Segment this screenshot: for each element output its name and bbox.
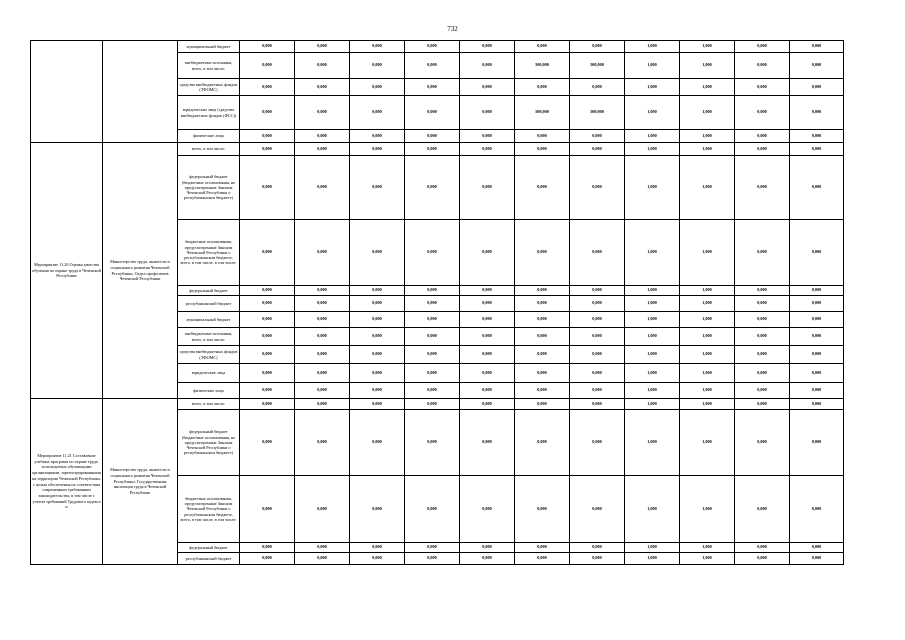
value-cell: 0,000: [570, 296, 625, 312]
value-cell: 0,000: [460, 286, 515, 296]
executor-cell: [103, 41, 178, 143]
value-cell: 1,000: [625, 296, 680, 312]
value-cell: 500,000: [570, 53, 625, 79]
value-cell: 1,000: [625, 220, 680, 286]
value-cell: 0,000: [295, 553, 350, 565]
value-cell: 0,000: [350, 553, 405, 565]
value-cell: 0,000: [515, 399, 570, 410]
value-cell: 0,000: [570, 399, 625, 410]
value-cell: 0,000: [515, 143, 570, 156]
value-cell: 0,000: [295, 79, 350, 96]
value-cell: 0,000: [515, 130, 570, 143]
value-cell: 0,000: [405, 220, 460, 286]
value-cell: 0,000: [405, 328, 460, 346]
value-cell: 0,000: [405, 399, 460, 410]
value-cell: 0,000: [460, 79, 515, 96]
value-cell: 0,000: [295, 328, 350, 346]
value-cell: 0,000: [790, 476, 844, 543]
value-cell: 1,000: [680, 130, 735, 143]
value-cell: 0,000: [460, 296, 515, 312]
value-cell: 0,000: [570, 328, 625, 346]
value-cell: 1,000: [625, 476, 680, 543]
value-cell: 1,000: [680, 328, 735, 346]
value-cell: 0,000: [295, 41, 350, 53]
value-cell: 0,000: [790, 53, 844, 79]
value-cell: 0,000: [350, 143, 405, 156]
value-cell: 0,000: [735, 220, 790, 286]
value-cell: 0,000: [405, 312, 460, 328]
value-cell: 1,000: [680, 410, 735, 476]
value-cell: 0,000: [515, 296, 570, 312]
value-cell: 0,000: [350, 399, 405, 410]
value-cell: 0,000: [240, 364, 295, 383]
value-cell: 0,000: [570, 130, 625, 143]
value-cell: 0,000: [350, 328, 405, 346]
value-cell: 0,000: [295, 220, 350, 286]
value-cell: 0,000: [240, 130, 295, 143]
value-cell: 0,000: [460, 399, 515, 410]
value-cell: 0,000: [240, 399, 295, 410]
value-cell: 0,000: [240, 553, 295, 565]
value-cell: 0,000: [295, 312, 350, 328]
value-cell: 0,000: [735, 328, 790, 346]
value-cell: 0,000: [790, 41, 844, 53]
value-cell: 0,000: [350, 79, 405, 96]
value-cell: 1,000: [680, 553, 735, 565]
value-cell: 0,000: [790, 312, 844, 328]
value-cell: 0,000: [460, 346, 515, 364]
value-cell: 0,000: [295, 156, 350, 220]
value-cell: 0,000: [790, 399, 844, 410]
executor-cell: Министерство труда, занятости и социального развития Чеченской Республики, Государственная инспекция труда в Чеченской Республике: [103, 399, 178, 565]
value-cell: 0,000: [405, 53, 460, 79]
value-cell: 500,000: [515, 53, 570, 79]
value-cell: 0,000: [405, 286, 460, 296]
value-cell: 0,000: [240, 410, 295, 476]
value-cell: 0,000: [735, 53, 790, 79]
funding-source-label: всего, в том числе:: [178, 143, 240, 156]
value-cell: 0,000: [350, 41, 405, 53]
value-cell: 1,000: [680, 312, 735, 328]
value-cell: 0,000: [790, 553, 844, 565]
value-cell: 0,000: [570, 79, 625, 96]
value-cell: 0,000: [790, 220, 844, 286]
value-cell: 0,000: [570, 143, 625, 156]
value-cell: 0,000: [350, 543, 405, 553]
table-row: [31, 399, 844, 410]
value-cell: 0,000: [405, 476, 460, 543]
value-cell: 0,000: [570, 312, 625, 328]
funding-source-label: средства внебюджетных фондов (ТФОМС): [178, 79, 240, 96]
value-cell: 1,000: [680, 143, 735, 156]
value-cell: 0,000: [790, 156, 844, 220]
value-cell: 0,000: [240, 543, 295, 553]
measure-cell: Мероприятие 11.21 Составление учебных программ по охране труда, используемых обучающими организациями, зарегистрированными на территории Чеченской Республики, с целью обеспечения их соответствия современным требованиям законодательства, в том числе с учетом требований Трудового кодекса и: [31, 399, 103, 565]
value-cell: 0,000: [405, 296, 460, 312]
value-cell: 0,000: [515, 220, 570, 286]
value-cell: 0,000: [570, 364, 625, 383]
funding-source-label: федеральный бюджет (бюджетные ассигнования, не предусмотренные Законом Чеченской Республики о республиканском бюджете): [178, 410, 240, 476]
value-cell: 0,000: [570, 220, 625, 286]
value-cell: 0,000: [240, 312, 295, 328]
value-cell: 0,000: [405, 130, 460, 143]
value-cell: 0,000: [295, 410, 350, 476]
value-cell: 0,000: [295, 476, 350, 543]
value-cell: 0,000: [735, 312, 790, 328]
value-cell: 500,000: [570, 96, 625, 130]
value-cell: 0,000: [570, 410, 625, 476]
value-cell: 0,000: [350, 476, 405, 543]
value-cell: 0,000: [460, 410, 515, 476]
funding-source-label: муниципальный бюджет: [178, 41, 240, 53]
value-cell: 0,000: [570, 553, 625, 565]
value-cell: 0,000: [790, 364, 844, 383]
value-cell: 0,000: [570, 383, 625, 399]
value-cell: 0,000: [240, 156, 295, 220]
value-cell: 1,000: [625, 41, 680, 53]
value-cell: 1,000: [625, 328, 680, 346]
value-cell: 1,000: [625, 383, 680, 399]
value-cell: 0,000: [405, 543, 460, 553]
value-cell: 0,000: [735, 130, 790, 143]
value-cell: 1,000: [625, 286, 680, 296]
value-cell: 0,000: [405, 156, 460, 220]
value-cell: 0,000: [460, 156, 515, 220]
value-cell: 0,000: [460, 476, 515, 543]
value-cell: 0,000: [570, 476, 625, 543]
value-cell: 1,000: [625, 143, 680, 156]
value-cell: 0,000: [735, 346, 790, 364]
value-cell: 0,000: [515, 553, 570, 565]
value-cell: 0,000: [350, 312, 405, 328]
value-cell: 0,000: [460, 130, 515, 143]
value-cell: 1,000: [680, 383, 735, 399]
value-cell: 0,000: [790, 96, 844, 130]
value-cell: 0,000: [790, 543, 844, 553]
value-cell: 0,000: [790, 296, 844, 312]
value-cell: 0,000: [735, 143, 790, 156]
value-cell: 0,000: [735, 364, 790, 383]
value-cell: 1,000: [680, 346, 735, 364]
value-cell: 0,000: [295, 53, 350, 79]
value-cell: 0,000: [295, 130, 350, 143]
funding-source-label: федеральный бюджет: [178, 543, 240, 553]
value-cell: 0,000: [790, 79, 844, 96]
value-cell: 0,000: [460, 220, 515, 286]
funding-source-label: физические лица: [178, 383, 240, 399]
value-cell: 0,000: [405, 79, 460, 96]
value-cell: 0,000: [350, 410, 405, 476]
value-cell: 1,000: [625, 553, 680, 565]
value-cell: 0,000: [350, 96, 405, 130]
value-cell: 0,000: [405, 383, 460, 399]
value-cell: 0,000: [240, 96, 295, 130]
value-cell: 1,000: [625, 130, 680, 143]
value-cell: 0,000: [515, 41, 570, 53]
value-cell: 0,000: [295, 296, 350, 312]
executor-cell: Министерство труда, занятости и социального развития Чеченской Республики, Отдел профсоюзов Чеченской Республики: [103, 143, 178, 399]
value-cell: 0,000: [790, 410, 844, 476]
value-cell: 0,000: [735, 96, 790, 130]
funding-source-label: физические лица: [178, 130, 240, 143]
value-cell: 1,000: [680, 220, 735, 286]
value-cell: 0,000: [515, 312, 570, 328]
value-cell: 0,000: [460, 328, 515, 346]
value-cell: 1,000: [625, 156, 680, 220]
value-cell: 0,000: [570, 41, 625, 53]
funding-source-label: средства внебюджетных фондов (ТФОМС): [178, 346, 240, 364]
value-cell: 0,000: [350, 220, 405, 286]
value-cell: 0,000: [405, 41, 460, 53]
value-cell: 0,000: [405, 364, 460, 383]
measure-cell: [31, 41, 103, 143]
value-cell: 1,000: [680, 296, 735, 312]
value-cell: 0,000: [350, 130, 405, 143]
value-cell: 0,000: [460, 143, 515, 156]
value-cell: 0,000: [240, 328, 295, 346]
value-cell: 0,000: [405, 143, 460, 156]
value-cell: 0,000: [405, 346, 460, 364]
value-cell: 0,000: [240, 346, 295, 364]
value-cell: 1,000: [680, 79, 735, 96]
funding-source-label: всего, в том числе:: [178, 399, 240, 410]
value-cell: 0,000: [515, 383, 570, 399]
funding-source-label: бюджетные ассигнования, предусмотренные Законом Чеченской Республики о республиканском бюджете, всего, в том числе, в том числе:: [178, 476, 240, 543]
funding-source-label: республиканский бюджет: [178, 553, 240, 565]
budget-table: [30, 40, 844, 565]
funding-source-label: внебюджетные источники, всего, в том числе:: [178, 53, 240, 79]
value-cell: 0,000: [295, 286, 350, 296]
value-cell: 0,000: [790, 143, 844, 156]
measure-cell: Мероприятие 11.20 Оценка качества обучения по охране труда в Чеченской Республике: [31, 143, 103, 399]
value-cell: 0,000: [515, 410, 570, 476]
value-cell: 0,000: [350, 156, 405, 220]
value-cell: 0,000: [350, 296, 405, 312]
value-cell: 0,000: [405, 553, 460, 565]
value-cell: 0,000: [460, 41, 515, 53]
funding-source-label: юридические лица (средства внебюджетных фондов (ФСС)): [178, 96, 240, 130]
value-cell: 1,000: [680, 286, 735, 296]
value-cell: 1,000: [625, 96, 680, 130]
funding-source-label: юридические лица: [178, 364, 240, 383]
value-cell: 0,000: [570, 156, 625, 220]
value-cell: 0,000: [295, 96, 350, 130]
value-cell: 0,000: [735, 41, 790, 53]
value-cell: 0,000: [240, 296, 295, 312]
value-cell: 0,000: [570, 346, 625, 364]
value-cell: 0,000: [295, 346, 350, 364]
value-cell: 0,000: [240, 79, 295, 96]
funding-source-label: бюджетные ассигнования, предусмотренные Законом Чеченской Республики о республиканском бюджете, всего, в том числе, в том числе:: [178, 220, 240, 286]
value-cell: 0,000: [735, 476, 790, 543]
value-cell: 0,000: [735, 296, 790, 312]
value-cell: 0,000: [790, 383, 844, 399]
value-cell: 0,000: [735, 553, 790, 565]
value-cell: 0,000: [790, 346, 844, 364]
value-cell: 1,000: [680, 53, 735, 79]
funding-source-label: федеральный бюджет: [178, 286, 240, 296]
value-cell: 1,000: [680, 364, 735, 383]
value-cell: 0,000: [240, 286, 295, 296]
value-cell: 0,000: [735, 286, 790, 296]
value-cell: 0,000: [735, 410, 790, 476]
value-cell: 0,000: [790, 286, 844, 296]
value-cell: 0,000: [295, 383, 350, 399]
value-cell: 1,000: [680, 156, 735, 220]
value-cell: 0,000: [570, 286, 625, 296]
value-cell: 1,000: [625, 79, 680, 96]
value-cell: 1,000: [625, 399, 680, 410]
value-cell: 0,000: [460, 543, 515, 553]
value-cell: 0,000: [735, 399, 790, 410]
value-cell: 0,000: [350, 286, 405, 296]
value-cell: 0,000: [295, 143, 350, 156]
value-cell: 0,000: [790, 130, 844, 143]
page-number: 732: [447, 25, 458, 33]
value-cell: 1,000: [680, 543, 735, 553]
funding-source-label: внебюджетные источники, всего, в том числе:: [178, 328, 240, 346]
value-cell: 1,000: [680, 41, 735, 53]
table-row: [31, 143, 844, 156]
value-cell: 0,000: [405, 96, 460, 130]
value-cell: 0,000: [515, 79, 570, 96]
value-cell: 1,000: [625, 312, 680, 328]
funding-source-label: федеральный бюджет (бюджетные ассигнования, не предусмотренные Законом Чеченской Республики о республиканском бюджете): [178, 156, 240, 220]
value-cell: 0,000: [515, 364, 570, 383]
value-cell: 1,000: [625, 364, 680, 383]
value-cell: 0,000: [515, 476, 570, 543]
value-cell: 0,000: [460, 312, 515, 328]
value-cell: 1,000: [625, 410, 680, 476]
value-cell: 0,000: [405, 410, 460, 476]
value-cell: 0,000: [240, 220, 295, 286]
value-cell: 1,000: [680, 399, 735, 410]
value-cell: 0,000: [460, 96, 515, 130]
value-cell: 0,000: [735, 543, 790, 553]
value-cell: 0,000: [240, 383, 295, 399]
value-cell: 1,000: [625, 543, 680, 553]
value-cell: 0,000: [460, 53, 515, 79]
table-row: [31, 41, 844, 53]
value-cell: 1,000: [625, 346, 680, 364]
value-cell: 0,000: [240, 41, 295, 53]
value-cell: 0,000: [295, 399, 350, 410]
value-cell: 0,000: [735, 383, 790, 399]
value-cell: 0,000: [350, 383, 405, 399]
value-cell: 0,000: [515, 543, 570, 553]
value-cell: 0,000: [350, 346, 405, 364]
value-cell: 0,000: [295, 543, 350, 553]
value-cell: 0,000: [515, 156, 570, 220]
value-cell: 500,000: [515, 96, 570, 130]
value-cell: 0,000: [515, 286, 570, 296]
value-cell: 0,000: [295, 364, 350, 383]
value-cell: 1,000: [625, 53, 680, 79]
funding-source-label: республиканский бюджет: [178, 296, 240, 312]
value-cell: 0,000: [460, 364, 515, 383]
value-cell: 0,000: [240, 53, 295, 79]
value-cell: 0,000: [735, 79, 790, 96]
funding-source-label: муниципальный бюджет: [178, 312, 240, 328]
value-cell: 0,000: [460, 553, 515, 565]
value-cell: 0,000: [790, 328, 844, 346]
value-cell: 0,000: [240, 476, 295, 543]
value-cell: 0,000: [460, 383, 515, 399]
value-cell: 1,000: [680, 96, 735, 130]
value-cell: 0,000: [350, 364, 405, 383]
value-cell: 0,000: [350, 53, 405, 79]
value-cell: 0,000: [570, 543, 625, 553]
value-cell: 0,000: [515, 328, 570, 346]
value-cell: 0,000: [735, 156, 790, 220]
value-cell: 1,000: [680, 476, 735, 543]
value-cell: 0,000: [515, 346, 570, 364]
value-cell: 0,000: [240, 143, 295, 156]
